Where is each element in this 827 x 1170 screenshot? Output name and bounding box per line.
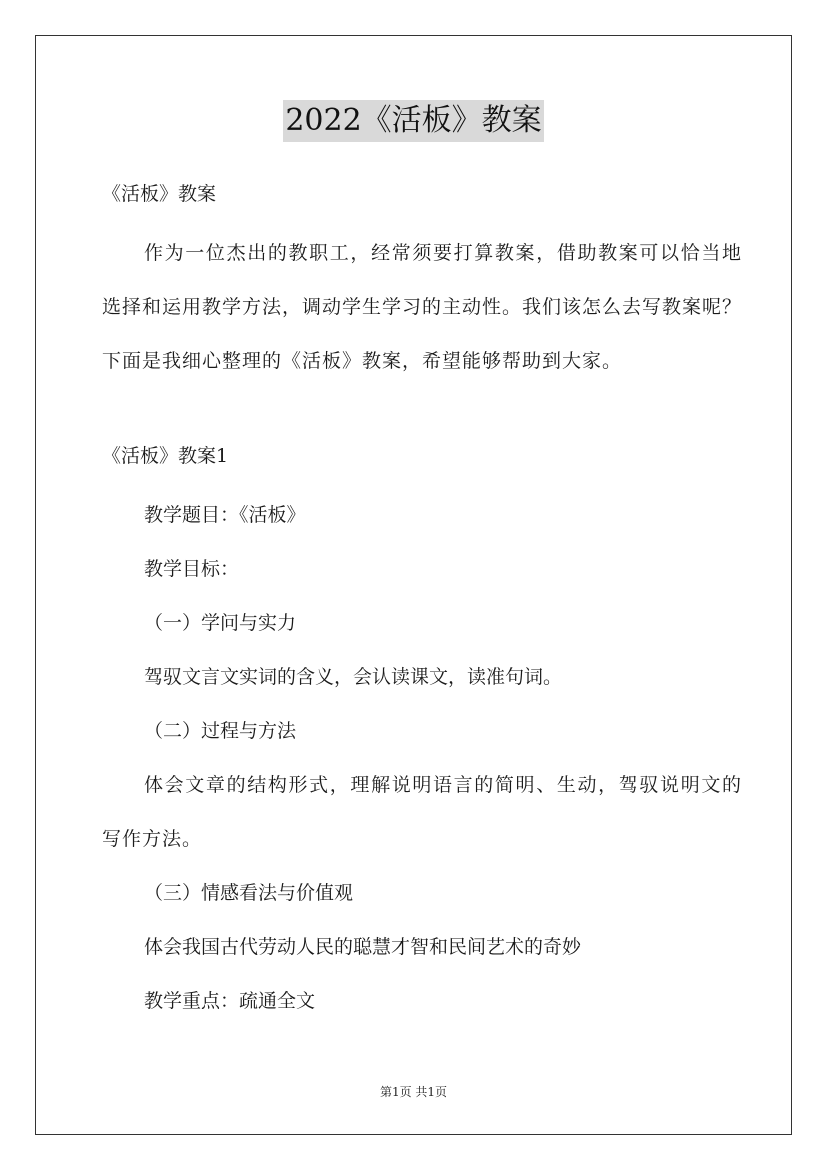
section-heading: 《活板》教案1: [102, 445, 229, 467]
page-number: 第1页 共1页: [379, 1085, 448, 1099]
goal2-title: （二）过程与方法: [144, 720, 297, 742]
goal2-text: 体会文章的结构形式，理解说明语言的简明、生动，驾驭说明文的写作方法。: [102, 774, 742, 850]
spacer: [102, 216, 742, 226]
intro-paragraph: 作为一位杰出的教职工，经常须要打算教案，借助教案可以恰当地选择和运用教学方法，调动学生学习的主动性。我们该怎么去写教案呢？下面是我细心整理的《活板》教案，希望能够帮助到大家。: [102, 242, 743, 372]
goal3-title: （三）情感看法与价值观: [144, 882, 354, 904]
title-container: [0, 100, 827, 142]
goal1-title: （一）学问与实力: [144, 612, 297, 634]
page-footer: [0, 1083, 827, 1100]
spacer: [102, 388, 742, 434]
spacer: [102, 478, 742, 488]
document-body: [102, 172, 742, 1028]
document-title: 2022《活板》教案: [283, 100, 543, 142]
subtitle: 《活板》教案: [102, 183, 217, 205]
goal3-text: 体会我国古代劳动人民的聪慧才智和民间艺术的奇妙: [144, 936, 582, 958]
key-point-line: 教学重点：疏通全文: [144, 990, 316, 1012]
goals-line: 教学目标：: [144, 558, 240, 580]
goal1-text: 驾驭文言文实词的含义，会认读课文，读准句词。: [144, 666, 563, 688]
topic-line: 教学题目：《活板》: [144, 504, 306, 526]
